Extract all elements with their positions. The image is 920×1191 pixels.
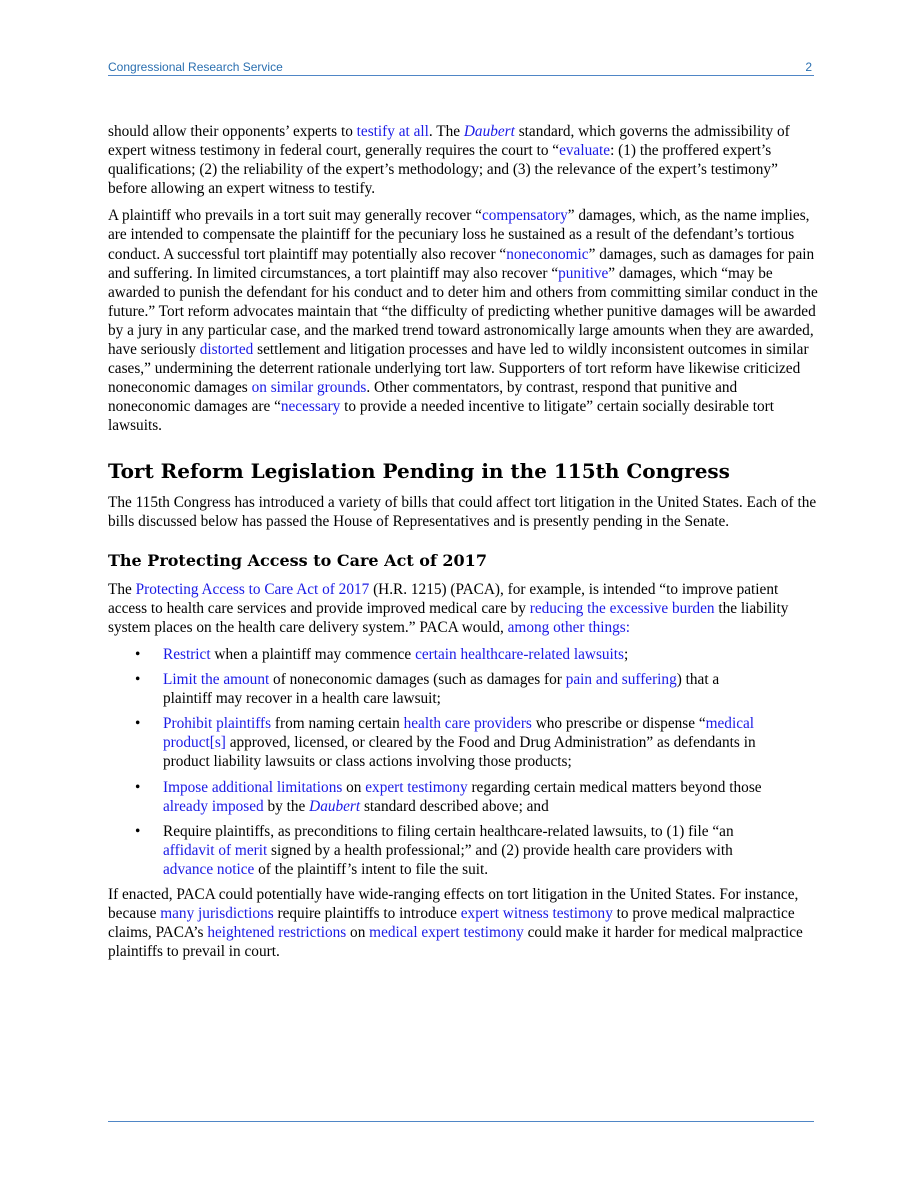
link-necessary[interactable]: necessary — [280, 398, 341, 416]
link-already-imposed[interactable]: already imposed — [163, 797, 264, 815]
list-item: • Limit the amount of noneconomic damages (such as damages for pain and suffering) that a plaintiff may recover in a health care lawsuit; — [135, 671, 720, 708]
link-on-similar-grounds[interactable]: on similar grounds — [251, 379, 367, 397]
link-medical-products[interactable]: medical product[s] — [163, 715, 755, 752]
bullet-icon: • — [135, 715, 141, 733]
link-noneconomic[interactable]: noneconomic — [506, 245, 589, 263]
link-prohibit-plaintiffs[interactable]: Prohibit plaintiffs — [163, 715, 272, 733]
link-heightened-restrictions[interactable]: heightened restrictions — [207, 924, 347, 942]
link-punitive[interactable]: punitive — [558, 264, 609, 282]
paca-provisions-list — [108, 645, 818, 879]
section-heading: Tort Reform Legislation Pending in the 115th Congress — [108, 458, 730, 483]
page-header — [108, 58, 814, 76]
link-medical-expert-testimony[interactable]: medical expert testimony — [369, 924, 524, 942]
link-compensatory[interactable]: compensatory — [481, 207, 568, 225]
list-item: • Restrict when a plaintiff may commence certain healthcare-related lawsuits; — [135, 645, 629, 663]
header-source: Congressional Research Service — [108, 60, 283, 74]
document-body — [108, 122, 818, 969]
link-many-jurisdictions[interactable]: many jurisdictions — [160, 905, 274, 923]
link-expert-witness-testimony[interactable]: expert witness testimony — [460, 905, 613, 923]
intro-paragraph: should allow their opponents’ experts to testify at all. The Daubert standard, which governs the admissibility of expert witness testimony in federal court, generally requires the court to “evaluate: (1) the proffered expert’s qualifications; (2) the reliability of the expert’s methodology; and (3) the relevance of the expert’s testimony” before allowing an expert witness to testify. — [108, 123, 790, 198]
bullet-icon: • — [135, 645, 141, 663]
link-evaluate[interactable]: evaluate — [559, 142, 611, 160]
link-affidavit-of-merit[interactable]: affidavit of merit — [163, 841, 268, 859]
header-rule — [108, 75, 814, 76]
link-pain-and-suffering[interactable]: pain and suffering — [565, 671, 677, 689]
link-limit-the-amount[interactable]: Limit the amount — [163, 671, 270, 689]
link-daubert-2[interactable]: Daubert — [309, 797, 361, 815]
link-among-other-things[interactable]: among other things: — [507, 618, 630, 636]
footer-rule — [108, 1121, 814, 1122]
subsection-heading: The Protecting Access to Care Act of 2017 — [108, 550, 487, 570]
damages-paragraph: A plaintiff who prevails in a tort suit may generally recover “compensatory” damages, which, as the name implies, are intended to compensate the plaintiff for the pecuniary loss he sustained as a result of the defendant’s tortious conduct. A successful tort plaintiff may potentially also recover “noneconomic” damages, such as damages for pain and suffering. In limited circumstances, a tort plaintiff may also recover “punitive” damages, which “may be awarded to punish the defendant for his conduct and to deter him and others from committing similar conduct in the future.” Tort reform advocates maintain that “the difficulty of predicting whether punitive damages will be awarded by a jury in any particular case, and the marked trend toward astronomically large amounts when they are awarded, have seriously distorted settlement and litigation processes and have led to wildly inconsistent outcomes in similar cases,” undermining the deterrent rationale underlying tort law. Supporters of tort reform have likewise criticized noneconomic damages on similar grounds. Other commentators, by contrast, respond that punitive and noneconomic damages are “necessary to provide a needed incentive to litigate” certain socially desirable tort lawsuits. — [108, 207, 818, 435]
link-impose-additional-limitations[interactable]: Impose additional limitations — [163, 778, 343, 796]
link-distorted[interactable]: distorted — [199, 341, 254, 359]
list-item: • Impose additional limitations on expert testimony regarding certain medical matters beyond those already imposed by the Daubert standard described above; and — [135, 778, 762, 815]
section-paragraph: The 115th Congress has introduced a variety of bills that could affect tort litigation in the United States. Each of the bills discussed below has passed the House of Representatives and is presently pending in the Senate. — [108, 493, 817, 530]
list-item: • Require plaintiffs, as preconditions to filing certain healthcare-related lawsuits, to (1) file “an affidavit of merit signed by a health professional;” and (2) provide health care providers with advance notice of the plaintiff’s intent to file the suit. — [135, 822, 734, 878]
header-page-number: 2 — [805, 60, 812, 74]
bullet-icon: • — [135, 778, 141, 796]
link-advance-notice[interactable]: advance notice — [163, 860, 255, 878]
bullet-icon: • — [135, 822, 141, 840]
link-protecting-access-to-care-act[interactable]: Protecting Access to Care Act of 2017 — [135, 580, 370, 598]
link-daubert[interactable]: Daubert — [463, 123, 515, 140]
bullet-icon: • — [135, 671, 141, 689]
paca-paragraph: The Protecting Access to Care Act of 2017 (H.R. 1215) (PACA), for example, is intended “to improve patient access to health care services and provide improved medical care by reducing the excessive burden the liability system places on the health care delivery system.” PACA would, among other things: — [108, 580, 789, 636]
link-restrict[interactable]: Restrict — [163, 645, 211, 663]
link-health-care-providers[interactable]: health care providers — [403, 715, 532, 733]
closing-paragraph: If enacted, PACA could potentially have wide-ranging effects on tort litigation in the United States. For instance, because many jurisdictions require plaintiffs to introduce expert witness testimony to prove medical malpractice claims, PACA’s heightened restrictions on medical expert testimony could make it harder for medical malpractice plaintiffs to prevail in court. — [108, 886, 803, 961]
link-expert-testimony[interactable]: expert testimony — [365, 778, 468, 796]
link-testify-at-all[interactable]: testify at all — [356, 123, 429, 140]
link-reducing-the-excessive-burden[interactable]: reducing the excessive burden — [529, 599, 715, 617]
list-item: • Prohibit plaintiffs from naming certain health care providers who prescribe or dispense “medical product[s] approved, licensed, or cleared by the Food and Drug Administration” as defendants in product liability lawsuits or class actions involving those products; — [135, 715, 756, 771]
link-certain-healthcare-related-lawsuits[interactable]: certain healthcare-related lawsuits — [415, 645, 625, 663]
